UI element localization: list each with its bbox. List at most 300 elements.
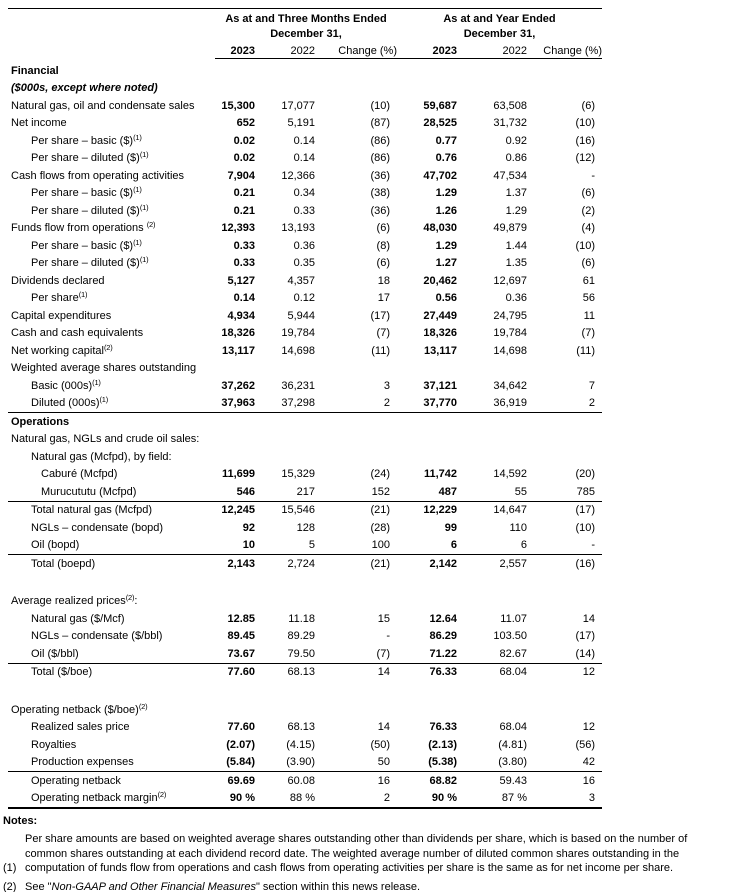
value-cell: 1.44 — [505, 239, 527, 252]
value-cell: 86.29 — [429, 630, 457, 643]
footnote-ref: (1) — [139, 255, 149, 265]
value-cell: 103.50 — [493, 630, 527, 643]
value-cell: 12,697 — [493, 274, 527, 287]
value-cell: 217 — [296, 485, 315, 498]
table-row — [8, 97, 602, 115]
value-cell: 18,326 — [221, 327, 255, 340]
table-row — [8, 115, 602, 133]
value-cell: 88 % — [289, 792, 315, 805]
footnote-ref: (2) — [146, 220, 156, 230]
table-row — [8, 413, 602, 431]
value-cell: 14,647 — [493, 504, 527, 517]
footnote-ref: (1) — [133, 185, 142, 195]
spacer-row — [8, 573, 602, 593]
value-cell: 87 % — [501, 792, 527, 805]
value-cell: 14 — [377, 666, 390, 679]
value-cell: 82.67 — [499, 647, 527, 660]
value-cell: 0.33 — [233, 239, 255, 252]
row-label: NGLs – condensate ($/bbl) — [31, 630, 163, 643]
value-cell: (7) — [376, 647, 390, 660]
group-header-year — [397, 12, 602, 42]
value-cell: 61 — [582, 274, 595, 287]
table-row — [8, 377, 602, 395]
value-cell: 36,231 — [281, 379, 315, 392]
value-cell: 0.36 — [293, 239, 315, 252]
row-label: Operating netback ($/boe)$^{(2)}$ — [11, 701, 148, 716]
row-label: Natural gas ($/Mcf) — [31, 612, 125, 625]
note-1-marker: (1) — [3, 862, 17, 874]
table-row — [8, 150, 602, 168]
value-cell: 0.33 — [233, 257, 255, 270]
row-label: Per share – basic ($)$^{(1)}$ — [31, 185, 142, 200]
value-cell: 2 — [588, 397, 595, 410]
value-cell: (21) — [370, 557, 390, 570]
note-1-text: Per share amounts are based on weighted average shares outstanding other than dividends per share, which is based on the number of common shares outstanding at each dividend record date. The weighted average number of diluted common shares outstanding in the computation of funds flow from operations and cash flows from operating activities per share is the same as for net income per share. — [25, 833, 688, 874]
value-cell: 0.56 — [435, 292, 457, 305]
value-cell: 14,698 — [493, 344, 527, 357]
row-label: Murucututu (Mcfpd) — [41, 485, 137, 498]
footnote-ref: (1) — [99, 395, 109, 405]
value-cell: 49,879 — [493, 222, 527, 235]
value-cell: 487 — [438, 485, 457, 498]
value-cell: 12 — [582, 666, 595, 679]
table-row — [8, 237, 602, 255]
value-cell: 89.29 — [287, 630, 315, 643]
value-cell: 12 — [582, 721, 595, 734]
table-row — [8, 645, 602, 664]
row-label: Realized sales price — [31, 721, 130, 734]
value-cell: 0.02 — [233, 134, 255, 147]
footnote-ref: (1) — [139, 150, 149, 160]
value-cell: 76.33 — [429, 721, 457, 734]
value-cell: 77.60 — [227, 721, 255, 734]
value-cell: (10) — [575, 117, 595, 130]
table-row — [8, 202, 602, 220]
footnote-ref: (1) — [92, 377, 101, 387]
row-label: Cash flows from operating activities — [11, 169, 185, 182]
value-cell: 50 — [377, 756, 390, 769]
table-row — [8, 790, 602, 810]
value-cell: (56) — [575, 738, 595, 751]
value-cell: 2,142 — [429, 557, 457, 570]
table-row — [8, 395, 602, 414]
value-cell: 2,143 — [227, 557, 255, 570]
value-cell: (3.80) — [498, 756, 527, 769]
row-label: Royalties — [31, 738, 77, 751]
value-cell: (10) — [575, 239, 595, 252]
table-row — [8, 342, 602, 360]
value-cell: (38) — [370, 187, 390, 200]
table-row — [8, 255, 602, 273]
value-cell: 546 — [236, 485, 255, 498]
row-label: Natural gas, NGLs and crude oil sales: — [11, 433, 200, 446]
row-label: Diluted $(000s)^{(1)}$ — [31, 395, 109, 410]
value-cell: 63,508 — [493, 99, 527, 112]
value-cell: 68.04 — [499, 666, 527, 679]
column-header-change-q: Change (%) — [338, 45, 397, 57]
value-cell: 0.21 — [233, 187, 255, 200]
value-cell: (4.81) — [498, 738, 527, 751]
table-row — [8, 555, 602, 573]
row-label: Per share – basic ($)$^{(1)}$ — [31, 237, 142, 252]
table-row — [8, 483, 602, 502]
table-row — [8, 325, 602, 343]
table-row — [8, 610, 602, 628]
column-header-2023-q: 2023 — [230, 45, 255, 57]
table-row — [8, 307, 602, 325]
value-cell: 47,702 — [423, 169, 457, 182]
value-cell: 11,699 — [221, 468, 255, 481]
value-cell: 20,462 — [423, 274, 457, 287]
value-cell: 89.45 — [227, 630, 255, 643]
value-cell: 0.86 — [505, 152, 527, 165]
row-label: Per share – diluted ($)$^{(1)}$ — [31, 255, 149, 270]
value-cell: (10) — [370, 99, 390, 112]
value-cell: (50) — [370, 738, 390, 751]
value-cell: (12) — [575, 152, 595, 165]
value-cell: (86) — [370, 134, 390, 147]
value-cell: 110 — [509, 521, 527, 534]
value-cell: 1.27 — [435, 257, 457, 270]
value-cell: 37,262 — [221, 379, 255, 392]
value-cell: 15,546 — [281, 504, 315, 517]
value-cell: 18 — [377, 274, 390, 287]
value-cell: 48,030 — [423, 222, 457, 235]
value-cell: (6) — [581, 99, 595, 112]
value-cell: (2) — [581, 204, 595, 217]
value-cell: - — [591, 169, 595, 182]
value-cell: (11) — [576, 344, 595, 357]
value-cell: 2 — [383, 792, 390, 805]
value-cell: (2.13) — [428, 738, 457, 751]
value-cell: 3 — [588, 792, 595, 805]
value-cell: (20) — [575, 468, 595, 481]
row-label: Per share – diluted ($)$^{(1)}$ — [31, 202, 149, 217]
note-2-italic-title: Non-GAAP and Other Financial Measures — [51, 880, 256, 892]
value-cell: - — [591, 539, 595, 552]
group-header-line: As at and Three Months Ended — [225, 13, 387, 25]
value-cell: 1.29 — [435, 187, 457, 200]
table-row — [8, 593, 602, 611]
row-label: Total (boepd) — [31, 557, 96, 570]
value-cell: 6 — [450, 539, 457, 552]
value-cell: 37,121 — [423, 379, 457, 392]
value-cell: 47,534 — [493, 169, 527, 182]
value-cell: 56 — [582, 292, 595, 305]
table-row — [8, 664, 602, 682]
value-cell: 0.14 — [293, 134, 315, 147]
footnote-ref: (2) — [138, 701, 148, 711]
column-group-header-row — [8, 9, 602, 42]
value-cell: 5,127 — [227, 274, 255, 287]
value-cell: (6) — [581, 187, 595, 200]
value-cell: (8) — [376, 239, 390, 252]
value-cell: 5,191 — [287, 117, 315, 130]
table-row — [8, 537, 602, 556]
value-cell: 0.02 — [233, 152, 255, 165]
row-label: Oil ($/bbl) — [31, 647, 79, 660]
value-cell: 77.60 — [227, 666, 255, 679]
column-header-2023-y: 2023 — [432, 45, 457, 57]
table-row — [8, 701, 602, 719]
row-label: Natural gas, oil and condensate sales — [11, 99, 195, 112]
value-cell: 69.69 — [227, 774, 255, 787]
note-2-marker: (2) — [3, 880, 17, 892]
table-row — [8, 132, 602, 150]
value-cell: - — [386, 630, 390, 643]
table-row — [8, 448, 602, 466]
value-cell: 73.67 — [227, 647, 255, 660]
note-2 — [3, 880, 730, 892]
value-cell: 128 — [296, 521, 315, 534]
value-cell: (2.07) — [226, 738, 255, 751]
value-cell: 12,393 — [221, 222, 255, 235]
value-cell: 15,300 — [221, 99, 255, 112]
group-header-spacer — [8, 12, 215, 42]
table-row — [8, 360, 602, 378]
table-row — [8, 62, 602, 80]
footnote-ref: (2) — [125, 593, 135, 603]
value-cell: 0.33 — [293, 204, 315, 217]
value-cell: 71.22 — [429, 647, 457, 660]
value-cell: 90 % — [431, 792, 457, 805]
table-row — [8, 167, 602, 185]
value-cell: 10 — [242, 539, 255, 552]
value-cell: 13,117 — [423, 344, 457, 357]
value-cell: (17) — [370, 309, 390, 322]
notes-section — [3, 814, 730, 892]
value-cell: 60.08 — [287, 774, 315, 787]
value-cell: 7,904 — [227, 169, 255, 182]
value-cell: (7) — [376, 327, 390, 340]
group-header-line: As at and Year Ended — [443, 13, 556, 25]
value-cell: 42 — [582, 756, 595, 769]
financial-summary-document — [0, 8, 732, 892]
value-cell: 0.21 — [233, 204, 255, 217]
column-header-2022-q: 2022 — [290, 45, 315, 57]
value-cell: 79.50 — [287, 647, 315, 660]
value-cell: 12,229 — [423, 504, 457, 517]
value-cell: (6) — [376, 257, 390, 270]
value-cell: 14,698 — [281, 344, 315, 357]
value-cell: 59,687 — [423, 99, 457, 112]
value-cell: 1.35 — [505, 257, 527, 270]
table-row — [8, 220, 602, 238]
value-cell: 76.33 — [429, 666, 457, 679]
value-cell: (10) — [575, 521, 595, 534]
value-cell: 12.64 — [429, 612, 457, 625]
note-2-text — [25, 880, 730, 892]
value-cell: 2 — [383, 397, 390, 410]
value-cell: (5.38) — [428, 756, 457, 769]
value-cell: 5,944 — [287, 309, 315, 322]
row-label: Funds flow from operations $^{(2)}$ — [11, 220, 156, 235]
value-cell: 14,592 — [493, 468, 527, 481]
value-cell: 68.82 — [429, 774, 457, 787]
financial-table — [8, 8, 602, 809]
row-label: Operating netback — [31, 774, 121, 787]
value-cell: (17) — [575, 504, 595, 517]
value-cell: 37,770 — [423, 397, 457, 410]
value-cell: (36) — [370, 169, 390, 182]
value-cell: 3 — [383, 379, 390, 392]
value-cell: 24,795 — [493, 309, 527, 322]
value-cell: 90 % — [229, 792, 255, 805]
notes-heading: Notes: — [3, 815, 38, 827]
value-cell: 5 — [308, 539, 315, 552]
column-header-change-y: Change (%) — [543, 45, 602, 57]
value-cell: 55 — [514, 485, 527, 498]
row-label: NGLs – condensate (bopd) — [31, 521, 164, 534]
value-cell: (16) — [575, 557, 595, 570]
value-cell: 0.14 — [293, 152, 315, 165]
value-cell: 785 — [576, 485, 595, 498]
value-cell: 12,245 — [221, 504, 255, 517]
table-row — [8, 502, 602, 520]
group-header-line: December 31, — [270, 28, 342, 40]
row-label: Weighted average shares outstanding — [11, 362, 197, 375]
value-cell: 1.29 — [435, 239, 457, 252]
row-label: Basic $(000s)^{(1)}$ — [31, 377, 101, 392]
footnote-ref: (1) — [133, 132, 142, 142]
table-row — [8, 185, 602, 203]
value-cell: (4.15) — [286, 738, 315, 751]
value-cell: 15,329 — [281, 468, 315, 481]
row-label: Average realized prices$^{(2)}$: — [11, 593, 138, 608]
table-row — [8, 290, 602, 308]
value-cell: 16 — [377, 774, 390, 787]
value-cell: 1.29 — [505, 204, 527, 217]
value-cell: 6 — [520, 539, 527, 552]
column-header-2022-y: 2022 — [502, 45, 527, 57]
row-label: Per share$^{(1)}$ — [31, 290, 88, 305]
value-cell: 652 — [236, 117, 255, 130]
table-row — [8, 272, 602, 290]
table-row — [8, 736, 602, 754]
value-cell: 92 — [242, 521, 255, 534]
value-cell: (87) — [370, 117, 390, 130]
group-header-three-months — [215, 12, 397, 42]
value-cell: (6) — [376, 222, 390, 235]
value-cell: 68.13 — [287, 666, 315, 679]
value-cell: 13,193 — [281, 222, 315, 235]
value-cell: 0.77 — [435, 134, 457, 147]
value-cell: 28,525 — [423, 117, 457, 130]
table-row — [8, 719, 602, 737]
value-cell: 17 — [377, 292, 390, 305]
row-label: Per share – diluted ($)$^{(1)}$ — [31, 150, 149, 165]
value-cell: 0.35 — [293, 257, 315, 270]
footnote-ref: (1) — [133, 237, 142, 247]
row-label: Caburé (Mcfpd) — [41, 468, 118, 481]
value-cell: 11 — [583, 309, 595, 322]
value-cell: 0.12 — [293, 292, 315, 305]
row-label: Operating netback margin$^{(2)}$ — [31, 790, 167, 805]
table-row — [8, 754, 602, 773]
row-label: Oil (bopd) — [31, 539, 80, 552]
row-label: Net working capital$^{(2)}$ — [11, 342, 113, 357]
value-cell: 4,357 — [287, 274, 315, 287]
value-cell: (36) — [370, 204, 390, 217]
footnote-ref: (1) — [139, 202, 149, 212]
value-cell: 19,784 — [281, 327, 315, 340]
value-cell: (4) — [581, 222, 595, 235]
note-2-prefix: See " — [25, 880, 52, 892]
footnote-ref: (1) — [78, 290, 88, 300]
value-cell: 68.13 — [287, 721, 315, 734]
note-2-suffix: " section within this news release. — [255, 880, 421, 892]
value-cell: 11.18 — [288, 612, 315, 625]
spacer-row — [8, 681, 602, 701]
footnote-ref: (2) — [103, 342, 113, 352]
value-cell: 36,919 — [493, 397, 527, 410]
row-label: ($000s, except where noted) — [11, 82, 158, 95]
value-cell: 19,784 — [493, 327, 527, 340]
group-header-line: December 31, — [463, 28, 536, 40]
value-cell: 2,724 — [287, 557, 315, 570]
value-cell: 2,557 — [499, 557, 527, 570]
value-cell: (21) — [370, 504, 390, 517]
row-label: Total ($/boe) — [31, 666, 93, 679]
value-cell: 100 — [371, 539, 390, 552]
value-cell: 27,449 — [423, 309, 457, 322]
value-cell: (11) — [371, 344, 390, 357]
table-row — [8, 466, 602, 484]
value-cell: 4,934 — [227, 309, 255, 322]
value-cell: 0.14 — [233, 292, 255, 305]
value-cell: 14 — [377, 721, 390, 734]
value-cell: (6) — [581, 257, 595, 270]
row-label: Net income — [11, 117, 67, 130]
value-cell: (17) — [575, 630, 595, 643]
value-cell: 14 — [582, 612, 595, 625]
row-label: Dividends declared — [11, 274, 105, 287]
value-cell: 11,742 — [423, 468, 457, 481]
table-row — [8, 628, 602, 646]
value-cell: 152 — [371, 485, 390, 498]
value-cell: 11.07 — [500, 612, 527, 625]
row-label: Financial — [11, 64, 59, 77]
value-cell: 12,366 — [281, 169, 315, 182]
value-cell: 0.92 — [505, 134, 527, 147]
value-cell: (7) — [581, 327, 595, 340]
table-rows — [8, 59, 602, 809]
value-cell: 37,963 — [221, 397, 255, 410]
value-cell: 15 — [377, 612, 390, 625]
row-label: Cash and cash equivalents — [11, 327, 144, 340]
footnote-ref: (2) — [157, 790, 167, 800]
note-1 — [3, 832, 730, 876]
value-cell: 1.37 — [505, 187, 527, 200]
row-label: Per share – basic ($)$^{(1)}$ — [31, 132, 142, 147]
value-cell: 13,117 — [221, 344, 255, 357]
value-cell: 12.85 — [227, 612, 255, 625]
value-cell: 68.04 — [499, 721, 527, 734]
table-row — [8, 431, 602, 449]
row-label: Operations — [11, 415, 70, 428]
value-cell: 31,732 — [493, 117, 527, 130]
value-cell: (3.90) — [286, 756, 315, 769]
value-cell: 0.36 — [505, 292, 527, 305]
value-cell: 7 — [588, 379, 595, 392]
row-label: Natural gas (Mcfpd), by field: — [31, 450, 172, 463]
value-cell: 1.26 — [435, 204, 457, 217]
value-cell: (24) — [370, 468, 390, 481]
value-cell: 37,298 — [281, 397, 315, 410]
column-headers-row — [8, 42, 602, 58]
row-label: Capital expenditures — [11, 309, 112, 322]
value-cell: (28) — [370, 521, 390, 534]
